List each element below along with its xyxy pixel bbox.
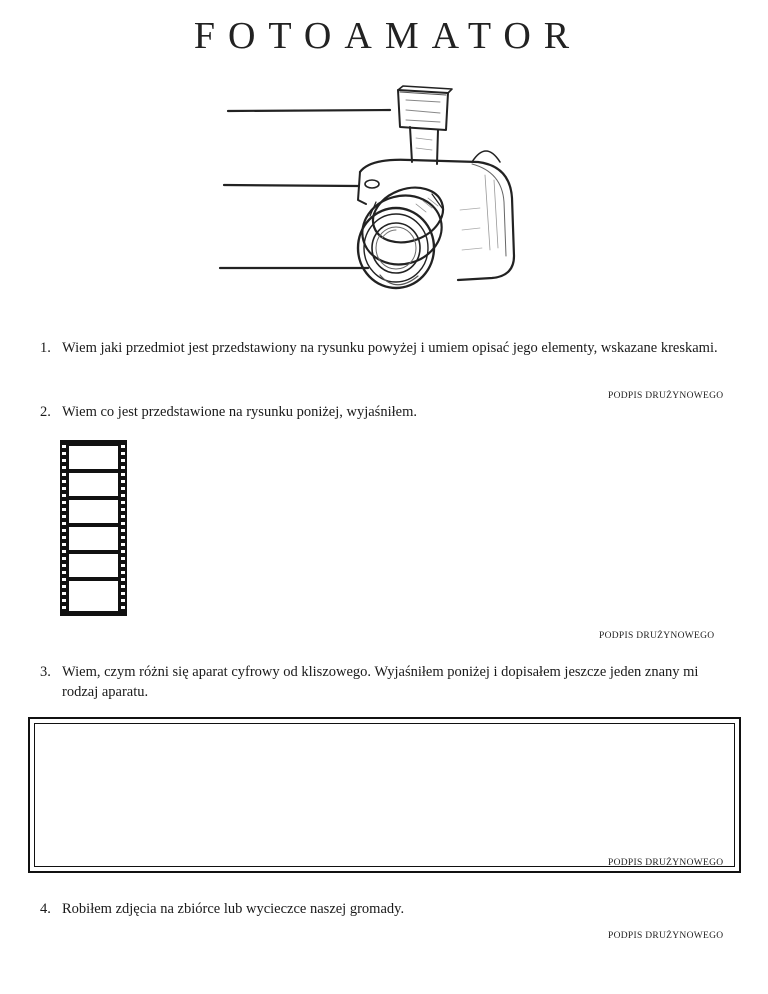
list-item-4 bbox=[40, 899, 720, 919]
item-text: Wiem, czym różni się aparat cyfrowy od kliszowego. Wyjaśniłem poniżej i dopisałem jeszcze jeden znany mi rodzaj aparatu. bbox=[62, 664, 699, 700]
item-number: 1. bbox=[40, 340, 51, 356]
list-item-3 bbox=[40, 662, 720, 702]
list-item-2 bbox=[40, 402, 720, 422]
item-number: 2. bbox=[40, 404, 51, 420]
answer-box-inner-border bbox=[34, 723, 735, 867]
signature-label: PODPIS DRUŻYNOWEGO bbox=[599, 631, 715, 641]
list-item-1 bbox=[40, 338, 720, 358]
page-title: FOTOAMATOR bbox=[193, 15, 583, 57]
item-number: 3. bbox=[40, 664, 51, 680]
signature-label: PODPIS DRUŻYNOWEGO bbox=[608, 931, 724, 941]
item-text: Wiem jaki przedmiot jest przedstawiony na rysunku powyżej i umiem opisać jego elementy, wskazane kreskami. bbox=[62, 340, 718, 356]
answer-box[interactable] bbox=[28, 717, 741, 873]
item-text: Wiem co jest przedstawione na rysunku poniżej, wyjaśniłem. bbox=[62, 404, 417, 420]
camera-sketch-icon bbox=[210, 80, 540, 320]
signature-label: PODPIS DRUŻYNOWEGO bbox=[608, 391, 724, 401]
item-text: Robiłem zdjęcia na zbiórce lub wycieczce naszej gromady. bbox=[62, 901, 405, 917]
film-strip-icon bbox=[60, 440, 127, 616]
signature-label: PODPIS DRUŻYNOWEGO bbox=[608, 858, 724, 868]
item-number: 4. bbox=[40, 901, 51, 917]
